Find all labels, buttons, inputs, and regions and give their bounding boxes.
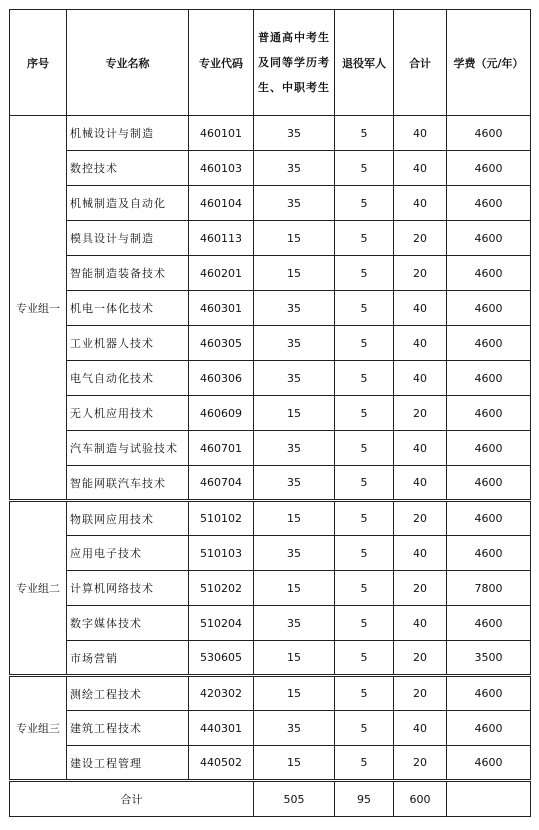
major-name-cell: 智能制造装备技术 bbox=[67, 256, 189, 291]
veteran-quota-cell: 5 bbox=[335, 641, 394, 676]
table-row bbox=[10, 711, 531, 746]
general-quota-cell: 35 bbox=[254, 711, 335, 746]
tuition-cell: 4600 bbox=[447, 536, 531, 571]
table-row bbox=[10, 606, 531, 641]
general-quota-cell: 15 bbox=[254, 396, 335, 431]
major-code-cell: 460701 bbox=[189, 431, 254, 466]
table-row bbox=[10, 431, 531, 466]
veteran-quota-cell: 5 bbox=[335, 221, 394, 256]
major-code-cell: 460103 bbox=[189, 151, 254, 186]
general-quota-cell: 15 bbox=[254, 256, 335, 291]
major-name-cell: 智能网联汽车技术 bbox=[67, 466, 189, 501]
enrollment-plan-table bbox=[9, 9, 531, 817]
major-code-cell: 460306 bbox=[189, 361, 254, 396]
header-general-applicants: 普通高中考生及同等学历考生、中职考生 bbox=[254, 10, 335, 116]
general-quota-cell: 15 bbox=[254, 571, 335, 606]
total-quota-cell: 40 bbox=[394, 151, 447, 186]
veteran-quota-cell: 5 bbox=[335, 396, 394, 431]
table-row bbox=[10, 396, 531, 431]
veteran-quota-cell: 5 bbox=[335, 326, 394, 361]
group-label: 专业组一 bbox=[10, 116, 67, 501]
veteran-quota-cell: 5 bbox=[335, 571, 394, 606]
total-quota-cell: 40 bbox=[394, 431, 447, 466]
major-name-cell: 无人机应用技术 bbox=[67, 396, 189, 431]
major-code-cell: 460201 bbox=[189, 256, 254, 291]
general-quota-cell: 35 bbox=[254, 431, 335, 466]
tuition-cell: 4600 bbox=[447, 256, 531, 291]
summary-veterans: 95 bbox=[335, 781, 394, 817]
tuition-cell: 4600 bbox=[447, 221, 531, 256]
table-row bbox=[10, 501, 531, 536]
major-name-cell: 电气自动化技术 bbox=[67, 361, 189, 396]
major-name-cell: 建筑工程技术 bbox=[67, 711, 189, 746]
veteran-quota-cell: 5 bbox=[335, 256, 394, 291]
header-major-code: 专业代码 bbox=[189, 10, 254, 116]
veteran-quota-cell: 5 bbox=[335, 746, 394, 781]
tuition-cell: 4600 bbox=[447, 151, 531, 186]
table-row bbox=[10, 221, 531, 256]
major-name-cell: 数控技术 bbox=[67, 151, 189, 186]
major-name-cell: 市场营销 bbox=[67, 641, 189, 676]
general-quota-cell: 35 bbox=[254, 606, 335, 641]
veteran-quota-cell: 5 bbox=[335, 606, 394, 641]
tuition-cell: 4600 bbox=[447, 676, 531, 711]
veteran-quota-cell: 5 bbox=[335, 291, 394, 326]
group-label: 专业组三 bbox=[10, 676, 67, 781]
major-code-cell: 510204 bbox=[189, 606, 254, 641]
table-row bbox=[10, 536, 531, 571]
major-code-cell: 530605 bbox=[189, 641, 254, 676]
major-name-cell: 机电一体化技术 bbox=[67, 291, 189, 326]
veteran-quota-cell: 5 bbox=[335, 536, 394, 571]
total-quota-cell: 40 bbox=[394, 326, 447, 361]
header-tuition: 学费（元/年） bbox=[447, 10, 531, 116]
tuition-cell: 4600 bbox=[447, 116, 531, 151]
veteran-quota-cell: 5 bbox=[335, 676, 394, 711]
header-row bbox=[10, 10, 531, 116]
major-code-cell: 460104 bbox=[189, 186, 254, 221]
major-code-cell: 460301 bbox=[189, 291, 254, 326]
major-name-cell: 机械制造及自动化 bbox=[67, 186, 189, 221]
major-code-cell: 510103 bbox=[189, 536, 254, 571]
major-name-cell: 计算机网络技术 bbox=[67, 571, 189, 606]
total-quota-cell: 20 bbox=[394, 746, 447, 781]
total-quota-cell: 40 bbox=[394, 186, 447, 221]
total-quota-cell: 20 bbox=[394, 641, 447, 676]
header-veterans: 退役军人 bbox=[335, 10, 394, 116]
table-row bbox=[10, 641, 531, 676]
veteran-quota-cell: 5 bbox=[335, 711, 394, 746]
major-code-cell: 460305 bbox=[189, 326, 254, 361]
table-row bbox=[10, 466, 531, 501]
tuition-cell: 4600 bbox=[447, 746, 531, 781]
table-body bbox=[10, 116, 531, 781]
major-name-cell: 机械设计与制造 bbox=[67, 116, 189, 151]
summary-label: 合计 bbox=[10, 781, 254, 817]
veteran-quota-cell: 5 bbox=[335, 431, 394, 466]
general-quota-cell: 35 bbox=[254, 186, 335, 221]
summary-tuition bbox=[447, 781, 531, 817]
tuition-cell: 7800 bbox=[447, 571, 531, 606]
total-quota-cell: 20 bbox=[394, 256, 447, 291]
header-major-name: 专业名称 bbox=[67, 10, 189, 116]
general-quota-cell: 35 bbox=[254, 151, 335, 186]
general-quota-cell: 15 bbox=[254, 641, 335, 676]
tuition-cell: 4600 bbox=[447, 501, 531, 536]
veteran-quota-cell: 5 bbox=[335, 116, 394, 151]
general-quota-cell: 35 bbox=[254, 326, 335, 361]
enrollment-plan-table-container bbox=[9, 9, 531, 817]
table-row bbox=[10, 676, 531, 711]
summary-row bbox=[10, 781, 531, 817]
tuition-cell: 4600 bbox=[447, 326, 531, 361]
general-quota-cell: 35 bbox=[254, 536, 335, 571]
major-code-cell: 420302 bbox=[189, 676, 254, 711]
major-code-cell: 440502 bbox=[189, 746, 254, 781]
veteran-quota-cell: 5 bbox=[335, 151, 394, 186]
table-row bbox=[10, 326, 531, 361]
header-seq: 序号 bbox=[10, 10, 67, 116]
total-quota-cell: 20 bbox=[394, 221, 447, 256]
table-row bbox=[10, 291, 531, 326]
header-total: 合计 bbox=[394, 10, 447, 116]
veteran-quota-cell: 5 bbox=[335, 466, 394, 501]
summary-total: 600 bbox=[394, 781, 447, 817]
veteran-quota-cell: 5 bbox=[335, 186, 394, 221]
general-quota-cell: 35 bbox=[254, 361, 335, 396]
major-code-cell: 460609 bbox=[189, 396, 254, 431]
general-quota-cell: 35 bbox=[254, 466, 335, 501]
total-quota-cell: 20 bbox=[394, 676, 447, 711]
total-quota-cell: 40 bbox=[394, 606, 447, 641]
major-name-cell: 应用电子技术 bbox=[67, 536, 189, 571]
tuition-cell: 4600 bbox=[447, 431, 531, 466]
major-name-cell: 汽车制造与试验技术 bbox=[67, 431, 189, 466]
veteran-quota-cell: 5 bbox=[335, 361, 394, 396]
total-quota-cell: 20 bbox=[394, 501, 447, 536]
tuition-cell: 4600 bbox=[447, 361, 531, 396]
general-quota-cell: 15 bbox=[254, 676, 335, 711]
tuition-cell: 4600 bbox=[447, 711, 531, 746]
major-code-cell: 460704 bbox=[189, 466, 254, 501]
general-quota-cell: 15 bbox=[254, 221, 335, 256]
major-name-cell: 建设工程管理 bbox=[67, 746, 189, 781]
total-quota-cell: 40 bbox=[394, 466, 447, 501]
major-code-cell: 440301 bbox=[189, 711, 254, 746]
major-code-cell: 510202 bbox=[189, 571, 254, 606]
tuition-cell: 4600 bbox=[447, 186, 531, 221]
major-name-cell: 数字媒体技术 bbox=[67, 606, 189, 641]
table-row bbox=[10, 116, 531, 151]
table-row bbox=[10, 571, 531, 606]
major-name-cell: 模具设计与制造 bbox=[67, 221, 189, 256]
summary-general: 505 bbox=[254, 781, 335, 817]
tuition-cell: 4600 bbox=[447, 291, 531, 326]
general-quota-cell: 15 bbox=[254, 746, 335, 781]
major-code-cell: 460113 bbox=[189, 221, 254, 256]
tuition-cell: 4600 bbox=[447, 466, 531, 501]
table-row bbox=[10, 186, 531, 221]
veteran-quota-cell: 5 bbox=[335, 501, 394, 536]
major-name-cell: 测绘工程技术 bbox=[67, 676, 189, 711]
total-quota-cell: 40 bbox=[394, 116, 447, 151]
major-code-cell: 510102 bbox=[189, 501, 254, 536]
total-quota-cell: 40 bbox=[394, 536, 447, 571]
tuition-cell: 4600 bbox=[447, 606, 531, 641]
total-quota-cell: 20 bbox=[394, 396, 447, 431]
general-quota-cell: 35 bbox=[254, 116, 335, 151]
total-quota-cell: 40 bbox=[394, 361, 447, 396]
tuition-cell: 3500 bbox=[447, 641, 531, 676]
major-name-cell: 工业机器人技术 bbox=[67, 326, 189, 361]
general-quota-cell: 15 bbox=[254, 501, 335, 536]
general-quota-cell: 35 bbox=[254, 291, 335, 326]
total-quota-cell: 40 bbox=[394, 291, 447, 326]
table-row bbox=[10, 256, 531, 291]
tuition-cell: 4600 bbox=[447, 396, 531, 431]
table-row bbox=[10, 361, 531, 396]
table-row bbox=[10, 746, 531, 781]
table-row bbox=[10, 151, 531, 186]
group-label: 专业组二 bbox=[10, 501, 67, 676]
total-quota-cell: 20 bbox=[394, 571, 447, 606]
major-name-cell: 物联网应用技术 bbox=[67, 501, 189, 536]
total-quota-cell: 40 bbox=[394, 711, 447, 746]
major-code-cell: 460101 bbox=[189, 116, 254, 151]
